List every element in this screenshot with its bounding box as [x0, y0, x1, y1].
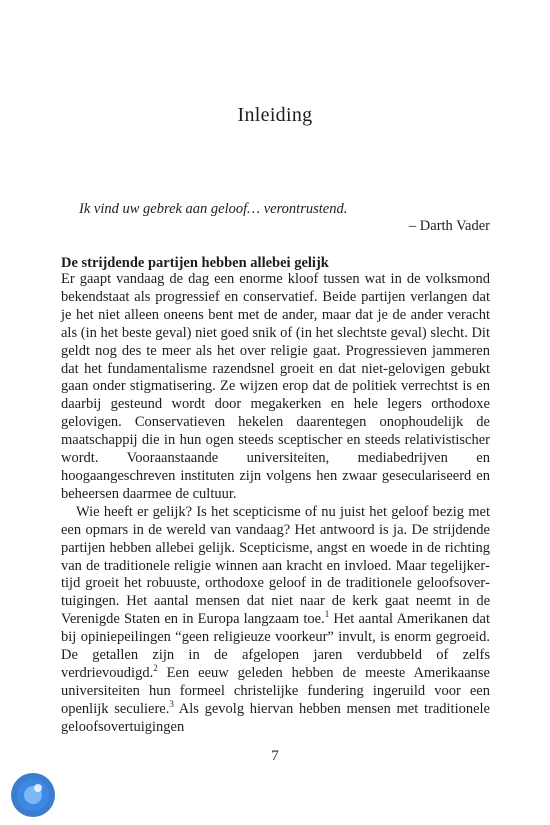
watermark — [0, 766, 550, 825]
section-heading: De strijdende partijen hebben allebei gelijk — [61, 255, 329, 271]
paragraph-text: Een eeuw geleden hebben de meeste Amerikaanse universiteiten hun formeel christelijke fundering ingeruild voor een openlijk seculiere. — [61, 664, 490, 717]
body-paragraph — [61, 504, 490, 737]
paragraph-text: Wie heeft er gelijk? Is het scepticisme of nu juist het geloof bezig met een opmars in de wereld van vandaag? Het antwoord is ja. De strijdende partijen hebben allebei gelijk. Scepticisme, angst en woede in de richting van de traditionele religie winnen aan kracht en invloed. Maar tegelijkertijd groeit het robuuste, orthodoxe geloof in de traditionele geloofsovertuigingen. Het aantal mensen dat niet naar de kerk gaat neemt in de Verenigde Staten en in Europa langzaam toe. — [61, 503, 490, 628]
paragraph-text: Als gevolg hiervan hebben mensen met traditionele geloofsovertuigingen — [61, 700, 490, 735]
footnote-reference: 2 — [153, 663, 158, 674]
paragraph-text: Er gaapt vandaag de dag een enorme kloof tussen wat in de volksmond bekendstaat als progressief en conservatief. Beide partijen verlangen dat je het niet alleen oneens bent met de ander, maar dat je de ander veracht als (in het beste geval) niet goed snik of (in het slechtste geval) slecht. Dit geldt nog des te meer als het over religie gaat. Progressieven jammeren dat het fundamentalisme razendsnel groeit en dat niet-gelovigen gebukt gaan onder stigmatisering. Ze wijzen erop dat de politiek verrechtst is en daarbij gesteund wordt door megakerken en hele legers orthodoxe gelovigen. Conservatieven hekelen daarentegen onophoudelijk de maatschappij die in hun ogen steeds sceptischer en steeds relativistischer wordt. Vooraanstaande universiteiten, mediabedrijven en hoogaangeschreven instituten zijn volgens hen zwaar geseculariseerd en beheersen daarmee de cultuur. — [61, 271, 490, 502]
bol-logo-icon — [8, 770, 58, 820]
footnote-reference: 3 — [169, 698, 174, 709]
body-paragraph — [61, 271, 490, 504]
epigraph-attribution: – Darth Vader — [408, 218, 490, 234]
chapter-title: Inleiding — [237, 104, 313, 126]
logo-highlight — [34, 784, 42, 792]
bol-logo-graphic — [8, 770, 58, 820]
body-text — [61, 271, 490, 737]
epigraph-quote: Ik vind uw gebrek aan geloof… verontrustend. — [79, 201, 348, 217]
paragraph-text: Het aantal Amerikanen dat bij opiniepeilingen “geen religieuze voorkeur” invult, is enorm gegroeid. De getallen zijn in de afgelopen jaren verdubbeld of zelfs verdrievoudigd. — [61, 611, 490, 681]
page-number: 7 — [271, 748, 279, 764]
footnote-reference: 1 — [324, 609, 330, 620]
